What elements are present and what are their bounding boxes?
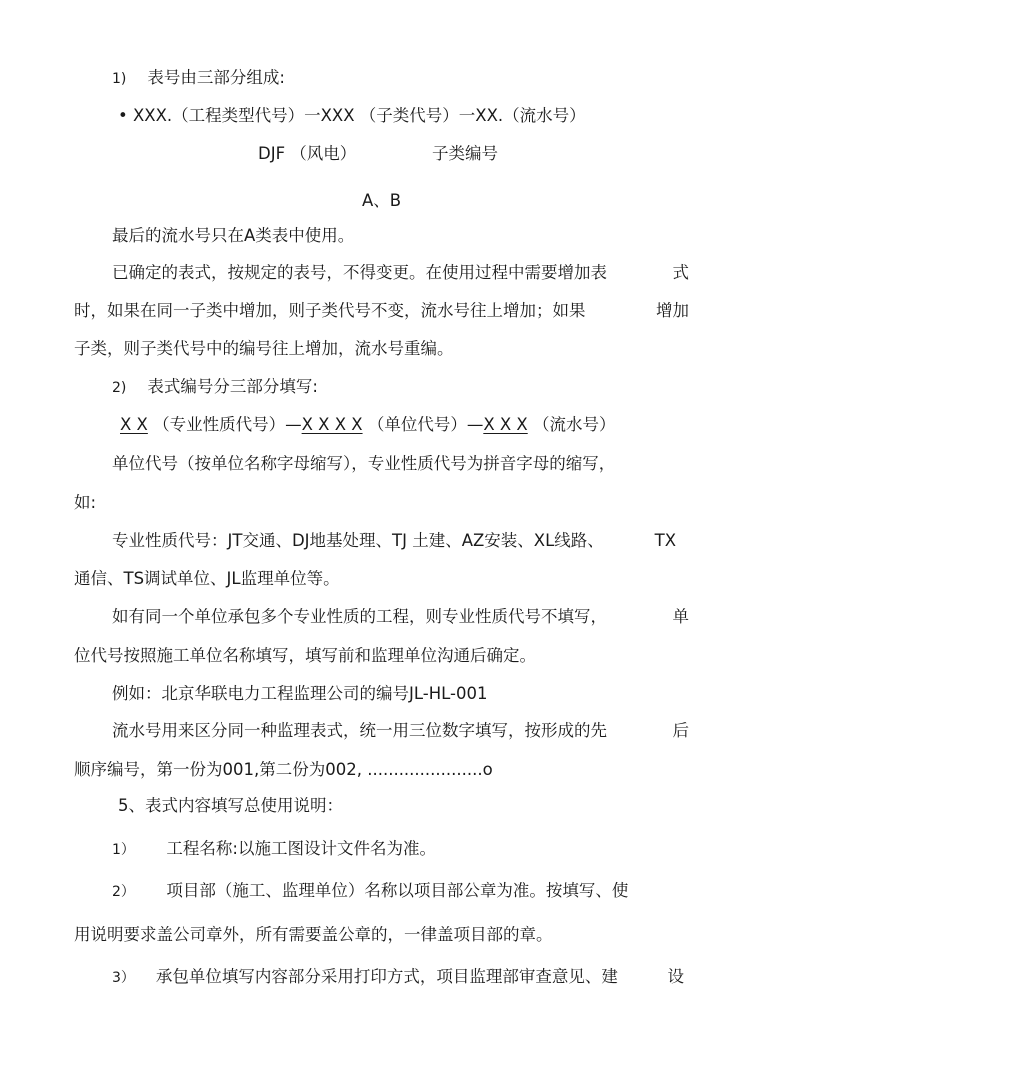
subtype-label: 子类编号 bbox=[432, 144, 498, 163]
section-5-item-3-number: 3） bbox=[112, 970, 135, 986]
code-placeholder-3: X X X bbox=[483, 415, 528, 434]
section-5-item-2-number: 2） bbox=[112, 884, 135, 900]
profession-codes-text: 专业性质代号：JT交通、DJ地基处理、TJ 土建、AZ安装、XL线路、 bbox=[112, 531, 604, 550]
section-5-item-3-end: 设 bbox=[667, 967, 684, 986]
code-placeholder-1: X X bbox=[120, 415, 148, 434]
paragraph-a-line-1-text: 已确定的表式，按规定的表号，不得变更。在使用过程中需要增加表 bbox=[112, 263, 607, 282]
section-5-heading: 5、表式内容填写总使用说明： bbox=[118, 796, 343, 815]
paragraph-a-line-2 bbox=[74, 300, 689, 322]
table-number-format: • XXX.（工程类型代号）一XXX （子类代号）一XX.（流水号） bbox=[118, 106, 586, 125]
item-1-text: 表号由三部分组成: bbox=[147, 68, 285, 87]
section-5-item-1 bbox=[112, 838, 436, 861]
engineering-type-label: DJF （风电） bbox=[258, 144, 357, 163]
section-5-item-1-text: 工程名称:以施工图设计文件名为准。 bbox=[166, 839, 436, 858]
item-2-text: 表式编号分三部分填写: bbox=[147, 377, 318, 396]
profession-codes-line-1 bbox=[112, 530, 676, 552]
multi-profession-line-1 bbox=[112, 606, 689, 628]
paragraph-a-line-3: 子类，则子类代号中的编号往上增加，流水号重编。 bbox=[74, 339, 454, 358]
section-5-item-2-text: 项目部（施工、监理单位）名称以项目部公章为准。按填写、使 bbox=[166, 881, 629, 900]
code-label-3: （流水号） bbox=[532, 415, 616, 434]
serial-rule-line-2: 顺序编号，第一份为001,第二份为002, ......................o bbox=[74, 760, 493, 779]
section-5-item-3 bbox=[112, 966, 684, 989]
multi-profession-end: 单 bbox=[672, 607, 689, 626]
item-1 bbox=[112, 67, 285, 90]
multi-profession-line-2: 位代号按照施工单位名称填写，填写前和监理单位沟通后确定。 bbox=[74, 646, 536, 665]
serial-note: 最后的流水号只在A类表中使用。 bbox=[112, 226, 355, 245]
serial-rule-end: 后 bbox=[672, 721, 689, 740]
section-5-item-3-text: 承包单位填写内容部分采用打印方式，项目监理部审查意见、建 bbox=[155, 967, 618, 986]
paragraph-a-line-2-text: 时，如果在同一子类中增加，则子类代号不变，流水号往上增加；如果 bbox=[74, 301, 586, 320]
item-2-number: 2) bbox=[112, 380, 127, 396]
example-line: 例如：北京华联电力工程监理公司的编号JL-HL-001 bbox=[112, 684, 488, 703]
item-1-number: 1) bbox=[112, 71, 127, 87]
paragraph-a-line-1 bbox=[112, 262, 689, 284]
code-placeholder-2: X X X X bbox=[301, 415, 363, 434]
paragraph-a-line-2-end: 增加 bbox=[656, 301, 689, 320]
item-2 bbox=[112, 376, 318, 399]
serial-rule-line-1 bbox=[112, 720, 689, 742]
code-label-1: （专业性质代号）— bbox=[153, 415, 302, 434]
unit-code-line-1: 单位代号（按单位名称字母缩写），专业性质代号为拼音字母的缩写， bbox=[112, 454, 616, 473]
unit-code-line-2: 如: bbox=[74, 493, 97, 512]
profession-codes-end: TX bbox=[654, 531, 676, 550]
profession-codes-line-2: 通信、TS调试单位、JL监理单位等。 bbox=[74, 569, 340, 588]
code-format bbox=[120, 414, 615, 436]
code-label-2: （单位代号）— bbox=[367, 415, 484, 434]
section-5-item-1-number: 1） bbox=[112, 842, 135, 858]
section-5-item-2 bbox=[112, 880, 628, 903]
subtype-values: A、B bbox=[362, 191, 402, 210]
multi-profession-text: 如有同一个单位承包多个专业性质的工程，则专业性质代号不填写， bbox=[112, 607, 607, 626]
section-5-item-2-continued: 用说明要求盖公司章外，所有需要盖公章的，一律盖项目部的章。 bbox=[74, 925, 553, 944]
paragraph-a-line-1-end: 式 bbox=[672, 263, 689, 282]
serial-rule-text: 流水号用来区分同一种监理表式，统一用三位数字填写，按形成的先 bbox=[112, 721, 607, 740]
